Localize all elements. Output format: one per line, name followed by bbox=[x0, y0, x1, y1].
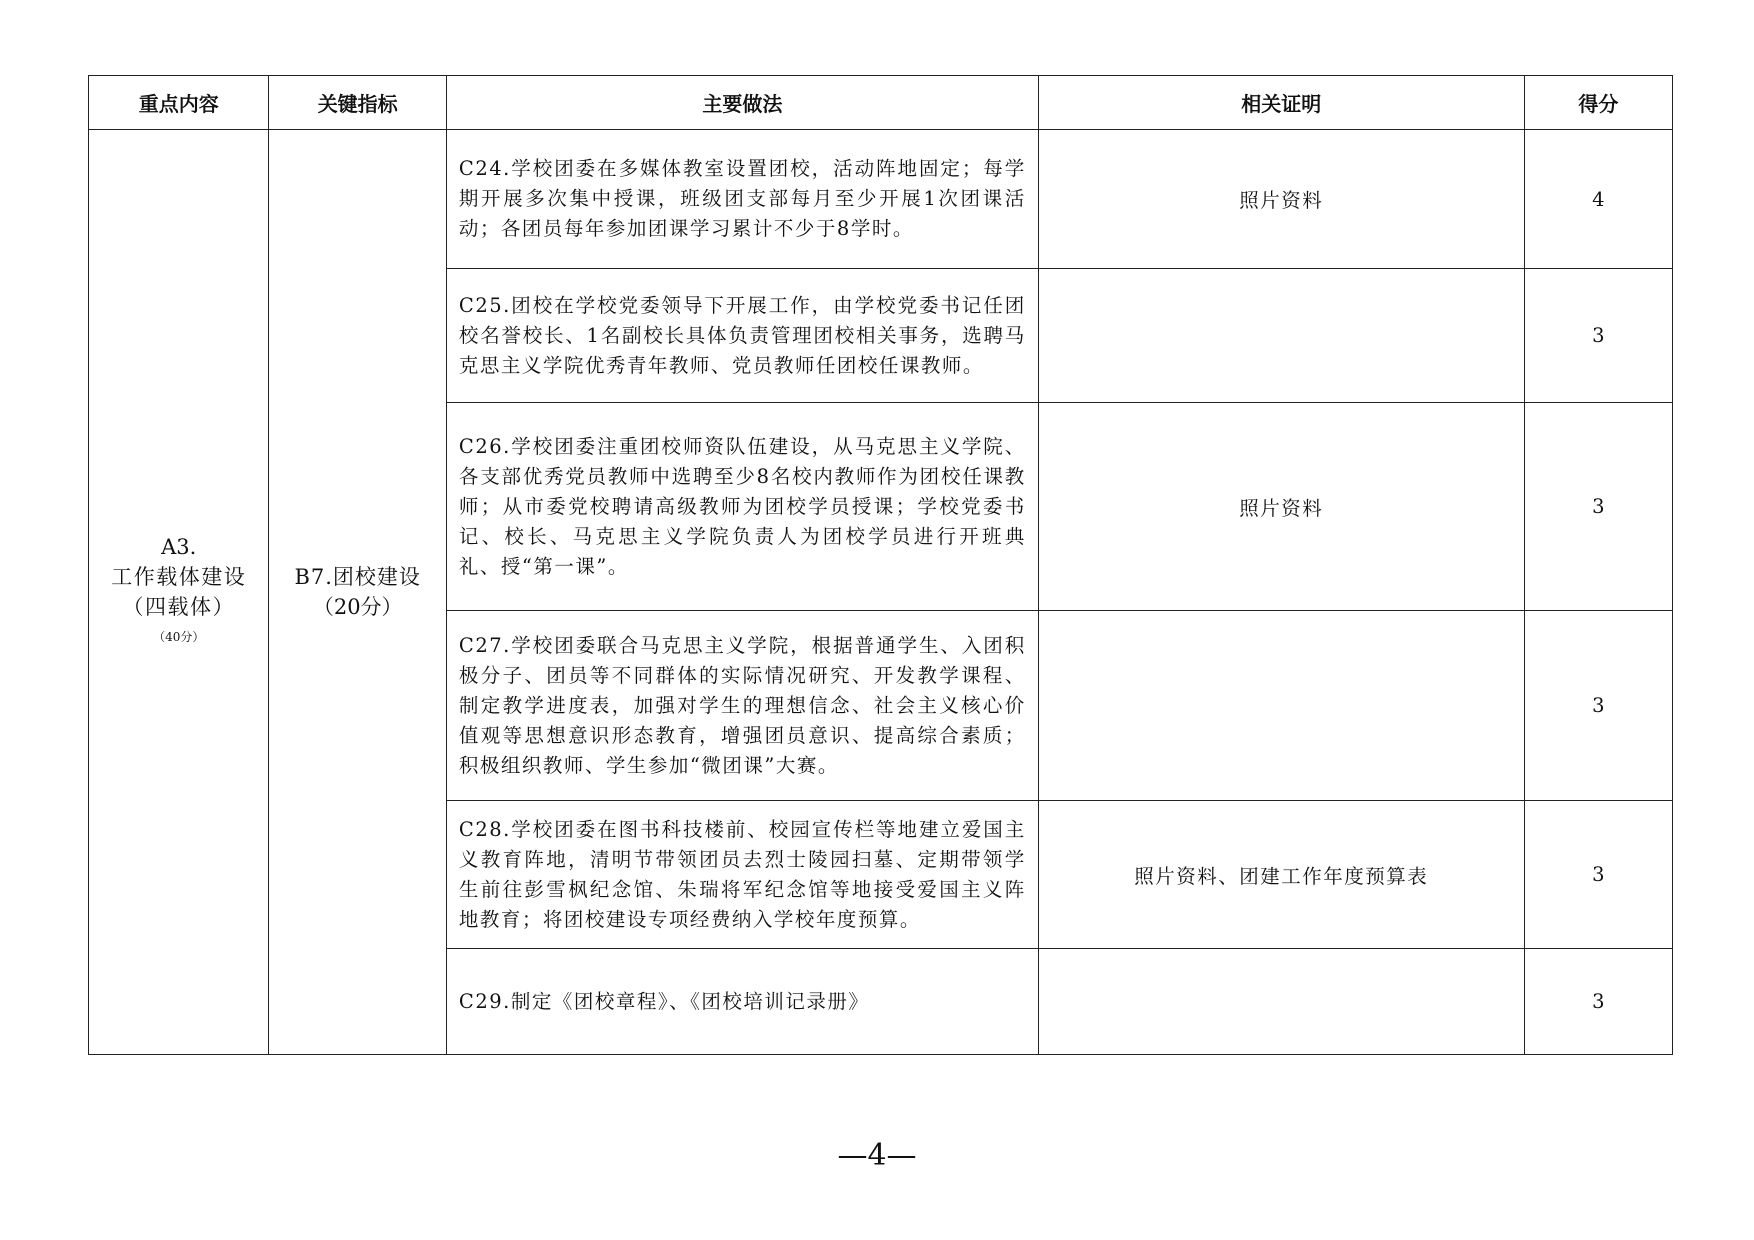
proof-cell bbox=[1038, 611, 1524, 801]
proof-cell: 照片资料 bbox=[1038, 403, 1524, 611]
proof-cell bbox=[1038, 949, 1524, 1055]
header-score: 得分 bbox=[1524, 76, 1672, 130]
indicator-points: （20分） bbox=[312, 595, 403, 619]
score-cell: 3 bbox=[1524, 403, 1672, 611]
header-proof: 相关证明 bbox=[1038, 76, 1524, 130]
indicator-name: B7.团校建设 bbox=[294, 565, 421, 589]
method-cell: C29.制定《团校章程》、《团校培训记录册》 bbox=[446, 949, 1038, 1055]
category-name: 工作载体建设 bbox=[111, 565, 247, 589]
method-cell: C24.学校团委在多媒体教室设置团校，活动阵地固定；每学期开展多次集中授课，班级团支部每月至少开展1次团课活动；各团员每年参加团课学习累计不少于8学时。 bbox=[446, 130, 1038, 269]
proof-cell bbox=[1038, 269, 1524, 403]
category-code: A3. bbox=[161, 535, 197, 559]
method-cell: C26.学校团委注重团校师资队伍建设，从马克思主义学院、各支部优秀党员教师中选聘至少8名校内教师作为团校任课教师；从市委党校聘请高级教师为团校学员授课；学校党委书记、校长、马克思主义学院负责人为团校学员进行开班典礼、授“第一课”。 bbox=[446, 403, 1038, 611]
proof-cell: 照片资料 bbox=[1038, 130, 1524, 269]
method-cell: C27.学校团委联合马克思主义学院，根据普通学生、入团积极分子、团员等不同群体的实际情况研究、开发教学课程、制定教学进度表，加强对学生的理想信念、社会主义核心价值观等思想意识形态教育，增强团员意识、提高综合素质；积极组织教师、学生参加“微团课”大赛。 bbox=[446, 611, 1038, 801]
method-cell: C25.团校在学校党委领导下开展工作，由学校党委书记任团校名誉校长、1名副校长具体负责管理团校相关事务，选聘马克思主义学院优秀青年教师、党员教师任团校任课教师。 bbox=[446, 269, 1038, 403]
category-points: （40分） bbox=[153, 630, 205, 644]
score-cell: 3 bbox=[1524, 611, 1672, 801]
score-cell: 4 bbox=[1524, 130, 1672, 269]
header-main-practice: 主要做法 bbox=[446, 76, 1038, 130]
table-row bbox=[89, 130, 1673, 269]
evaluation-table bbox=[88, 75, 1673, 1055]
header-row bbox=[89, 76, 1673, 130]
score-cell: 3 bbox=[1524, 269, 1672, 403]
page-number: —4— bbox=[837, 1138, 917, 1173]
score-cell: 3 bbox=[1524, 949, 1672, 1055]
header-key-content: 重点内容 bbox=[89, 76, 269, 130]
category-cell bbox=[89, 130, 269, 1055]
header-key-indicator: 关键指标 bbox=[269, 76, 446, 130]
score-cell: 3 bbox=[1524, 801, 1672, 949]
proof-cell: 照片资料、团建工作年度预算表 bbox=[1038, 801, 1524, 949]
indicator-cell bbox=[269, 130, 446, 1055]
category-sub: （四载体） bbox=[122, 595, 235, 619]
method-cell: C28.学校团委在图书科技楼前、校园宣传栏等地建立爱国主义教育阵地，清明节带领团员去烈士陵园扫墓、定期带领学生前往彭雪枫纪念馆、朱瑞将军纪念馆等地接受爱国主义阵地教育；将团校建设专项经费纳入学校年度预算。 bbox=[446, 801, 1038, 949]
